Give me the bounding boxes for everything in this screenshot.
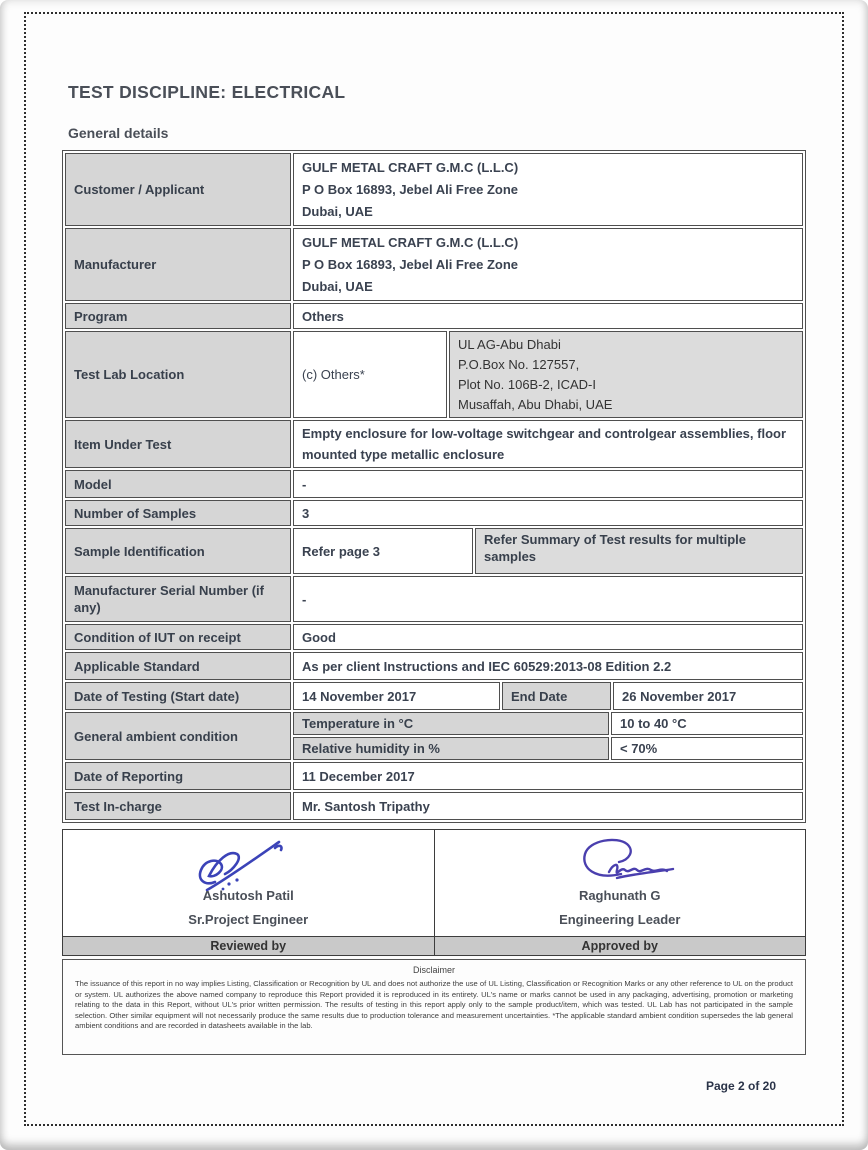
disclaimer-box [62,959,806,1055]
row-label: Manufacturer [65,228,291,301]
row-label: Date of Reporting [65,762,291,790]
row-label: Number of Samples [65,500,291,526]
row-label: General ambient condition [65,712,291,760]
disclaimer-title: Disclaimer [412,965,455,975]
address-line: Musaffah, Abu Dhabi, UAE [458,397,613,412]
signature-raghunath-icon [525,834,715,896]
row-number-of-samples [65,500,803,526]
ambient-sub-row [293,737,803,760]
reviewer-role: Sr.Project Engineer [188,912,309,927]
row-date-of-testing [65,682,803,710]
row-label: Model [65,470,291,498]
reviewer-name: Ashutosh Patil [202,888,294,903]
address-line: Dubai, UAE [302,279,373,294]
address-line: GULF METAL CRAFT G.M.C (L.L.C) [302,235,519,250]
row-value [293,153,803,226]
approved-by-caption: Approved by [435,936,806,955]
row-label: Condition of IUT on receipt [65,624,291,650]
general-details-table [62,150,806,823]
ambient-value: 10 to 40 °C [611,712,803,735]
address-line: Plot No. 106B-2, ICAD-I [458,377,596,392]
row-program [65,303,803,329]
signature-approved-by [434,830,806,955]
signature-ashutosh-icon [163,834,333,896]
ambient-sub-row [293,712,803,735]
signature-reviewed-by [63,830,434,955]
row-label: Manufacturer Serial Number (if any) [65,576,291,622]
address-line: P O Box 16893, Jebel Ali Free Zone [302,257,519,272]
row-label: Customer / Applicant [65,153,291,226]
start-date-value: 14 November 2017 [293,682,500,710]
row-label: Test In-charge [65,792,291,820]
row-value: Good [293,624,803,650]
ambient-param: Temperature in °C [293,712,609,735]
disclaimer-text: The issuance of this report in no way implies Listing, Classification or Recognition by UL and does not authorize the use of UL Listing, Classification or Recognition Marks or any other reference to UL on the product or system. UL authorizes the above named company to reproduce this Report provided it is reproduced in its entirety. UL's name or marks cannot be used in any packaging, advertising, promotion or marketing relating to the data in this Report, without UL's prior written permission. The results of testing in this report apply only to the sample product/item, which was tested. UL Lab has not participated in the sample selection. Other similar equipment will not necessarily produce the same results due to production tolerance and measurement uncertainties. *The applicable standard ambient condition supersedes the lab general ambient conditions and are recorded in datasheets available in the lab. [75,979,793,1031]
row-test-lab-location [65,331,803,418]
row-value: - [293,470,803,498]
approver-role: Engineering Leader [559,912,681,927]
row-model [65,470,803,498]
row-label: Applicable Standard [65,652,291,680]
row-condition [65,624,803,650]
page-number: Page 2 of 20 [705,1079,776,1093]
row-label: Date of Testing (Start date) [65,682,291,710]
row-test-incharge [65,792,803,820]
signature-block [62,829,806,956]
row-ambient-condition [65,712,803,760]
page-content [62,82,806,1093]
row-value: 11 December 2017 [293,762,803,790]
row-label: Sample Identification [65,528,291,574]
lab-address [449,331,803,418]
address-line: P.O.Box No. 127557, [458,357,580,372]
row-label: Test Lab Location [65,331,291,418]
row-value: - [293,576,803,622]
end-date-value: 26 November 2017 [613,682,803,710]
row-value: Refer page 3 [293,528,473,574]
row-value [293,228,803,301]
end-date-label: End Date [502,682,611,710]
row-value: Mr. Santosh Tripathy [293,792,803,820]
address-line: GULF METAL CRAFT G.M.C (L.L.C) [302,160,519,175]
row-customer [65,153,803,226]
row-label: Item Under Test [65,420,291,468]
row-item-under-test [65,420,803,468]
row-manufacturer [65,228,803,301]
row-sample-identification [65,528,803,574]
reviewed-by-caption: Reviewed by [63,936,434,955]
section-heading: General details [68,125,169,141]
row-applicable-standard [65,652,803,680]
row-value: 3 [293,500,803,526]
row-value: Others [293,303,803,329]
row-date-of-reporting [65,762,803,790]
approver-name: Raghunath G [578,888,661,903]
address-line: Dubai, UAE [302,204,373,219]
row-value: As per client Instructions and IEC 60529:2013-08 Edition 2.2 [293,652,803,680]
row-serial-number [65,576,803,622]
lab-option: (c) Others* [293,331,447,418]
row-value: Empty enclosure for low-voltage switchgear and controlgear assemblies, floor mounted type metallic enclosure [293,420,803,468]
page-title: TEST DISCIPLINE: ELECTRICAL [68,82,346,102]
address-line: UL AG-Abu Dhabi [458,337,561,352]
row-label: Program [65,303,291,329]
ambient-param: Relative humidity in % [293,737,609,760]
ambient-value: < 70% [611,737,803,760]
address-line: P O Box 16893, Jebel Ali Free Zone [302,182,519,197]
sample-id-note: Refer Summary of Test results for multiple samples [475,528,803,574]
